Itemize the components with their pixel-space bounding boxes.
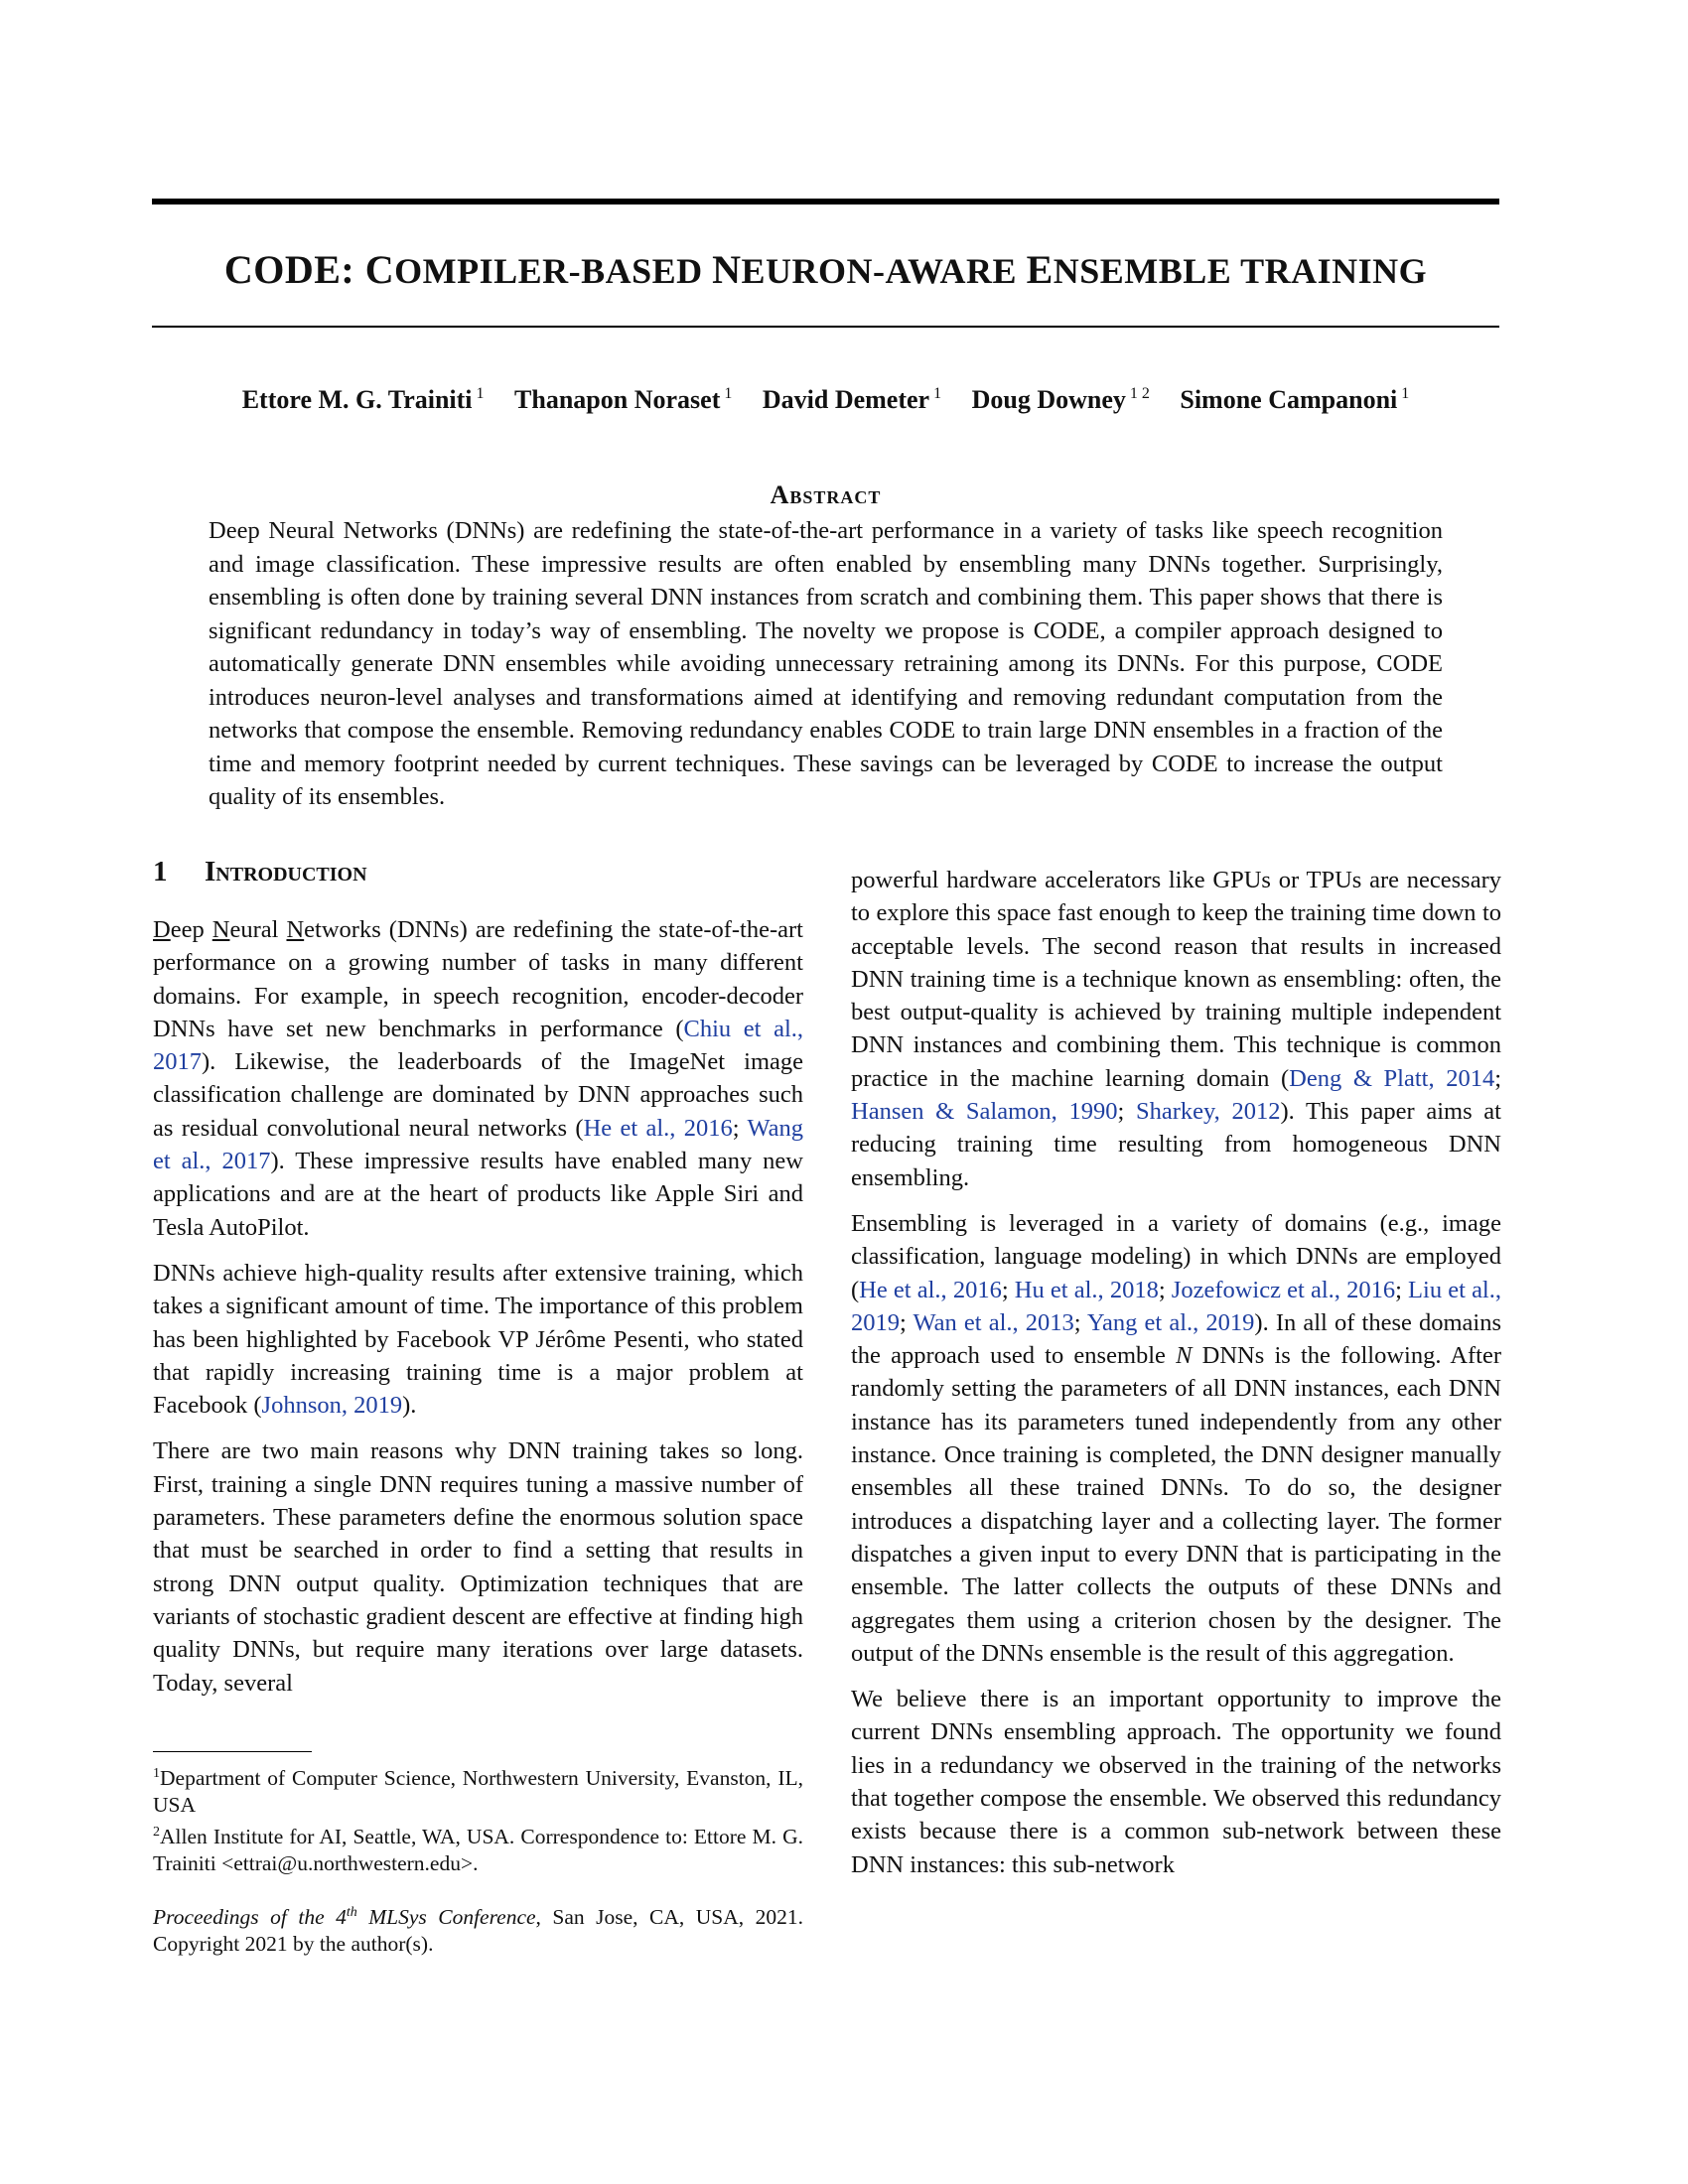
proceedings-note: Proceedings of the 4th MLSys Conference, San Jose, CA, USA, 2021. Copyright 2021 by the author(s). xyxy=(153,1905,803,1957)
intro-paragraph-2: DNNs achieve high-quality results after extensive training, which takes a significant amount of time. The importance of this problem has been highlighted by Facebook VP Jérôme Pesenti, who stated that rapidly increasing training time is a major problem at Facebook (Johnson, 2019). xyxy=(153,1259,803,1420)
citation-link[interactable]: Chiu et al., 2017 xyxy=(153,1015,804,1076)
citation-link[interactable]: He et al., 2016 xyxy=(859,1276,1002,1303)
footnotes xyxy=(153,1751,803,1958)
footnote-rule xyxy=(153,1751,312,1752)
citation-link[interactable]: Deng & Platt, 2014 xyxy=(1289,1064,1495,1092)
author: Ettore M. G. Trainiti $^1$ xyxy=(241,385,485,414)
citation-link[interactable]: Hansen & Salamon, 1990 xyxy=(851,1098,1118,1126)
citation-link[interactable]: Sharkey, 2012 xyxy=(1135,1098,1281,1126)
author: Thanapon Noraset $^1$ xyxy=(514,385,733,414)
footnote-2: $^2$Allen Institute for AI, Seattle, WA, USA. Correspondence to: Ettore M. G. Trainiti <ettrai@u.northwestern.edu>. xyxy=(153,1825,803,1876)
abstract-heading: Abstract xyxy=(770,480,882,509)
citation-link[interactable]: Yang et al., 2019 xyxy=(1086,1308,1255,1336)
intro-paragraph-1: Deep Neural Networks (DNNs) are redefining the state-of-the-art performance on a growing number of tasks in many different domains. For example, in speech recognition, encoder-decoder DNNs have set new benchmarks in performance (Chiu et al., 2017). Likewise, the leaderboards of the ImageNet image classification challenge are dominated by DNN approaches such as residual convolutional neural networks (He et al., 2016; Wang et al., 2017). These impressive results have enabled many new applications and are at the heart of products like Apple Siri and Tesla AutoPilot. xyxy=(153,916,804,1241)
intro-paragraph-3: There are two main reasons why DNN training takes so long. First, training a single DNN requires tuning a massive number of parameters. These parameters define the enormous solution space that must be searched in order to find a setting that results in strong DNN output quality. Optimization techniques that are variants of stochastic gradient descent are effective at finding high quality DNNs, but require many iterations over large datasets. Today, several xyxy=(153,1437,803,1697)
citation-link[interactable]: Wan et al., 2013 xyxy=(913,1308,1074,1336)
paper-title: CODE: COMPILER-BASED NEURON-AWARE ENSEMBLE TRAINING xyxy=(223,247,1428,292)
title-bottom-rule xyxy=(152,326,1499,328)
citation-link[interactable]: Wang et al., 2017 xyxy=(153,1114,803,1175)
citation-link[interactable]: Hu et al., 2018 xyxy=(1014,1276,1159,1303)
intro-paragraph-5: Ensembling is leveraged in a variety of domains (e.g., image classification, language modeling) in which DNNs are employed (He et al., 2016; Hu et al., 2018; Jozefowicz et al., 2016; Liu et al., 2019; Wan et al., 2013; Yang et al., 2019). In all of these domains the approach used to ensemble N DNNs is the following. After randomly setting the parameters of all DNN instances, each DNN instance has its parameters tuned independently from any other instance. Once training is completed, the DNN designer manually ensembles all these trained DNNs. To do so, the designer introduces a dispatching layer and a collecting layer. The former dispatches a given input to every DNN that is participating in the ensemble. The latter collects the outputs of these DNNs and aggregates them using a criterion chosen by the designer. The output of the DNNs ensemble is the result of this aggregation. xyxy=(851,1209,1502,1667)
citation-link[interactable]: Jozefowicz et al., 2016 xyxy=(1171,1276,1396,1303)
math-variable: N xyxy=(1176,1342,1193,1370)
left-column xyxy=(153,856,803,1712)
abstract-text: Deep Neural Networks (DNNs) are redefining the state-of-the-art performance in a variety of tasks like speech recognition and image classification. These impressive results are often enabled by ensembling many DNNs together. Surprisingly, ensembling is often done by training several DNN instances from scratch and combining them. This paper shows that there is significant redundancy in today’s way of ensembling. The novelty we propose is CODE, a compiler approach designed to automatically generate DNN ensembles while avoiding unnecessary retraining among its DNNs. For this purpose, CODE introduces neuron-level analyses and transformations aimed at identifying and removing redundant computation from the networks that compose the ensemble. Removing redundancy enables CODE to train large DNN ensembles in a fraction of the time and memory footprint needed by current techniques. These savings can be leveraged by CODE to increase the output quality of its ensembles. xyxy=(209,517,1443,810)
right-column xyxy=(851,864,1501,1894)
citation-link[interactable]: He et al., 2016 xyxy=(583,1114,733,1142)
section-heading: 1 Introduction xyxy=(153,856,367,887)
intro-paragraph-4: powerful hardware accelerators like GPUs or TPUs are necessary to explore this space fast enough to keep the training time down to acceptable levels. The second reason that results in increased DNN training time is a technique known as ensembling: often, the best output-quality is achieved by training multiple independent DNN instances and combining them. This technique is common practice in the machine learning domain (Deng & Platt, 2014; Hansen & Salamon, 1990; Sharkey, 2012). This paper aims at reducing training time resulting from homogeneous DNN ensembling. xyxy=(851,867,1502,1191)
author: Doug Downey $^{1 2}$ xyxy=(971,385,1150,414)
footnote-1: $^1$Department of Computer Science, Northwestern University, Evanston, IL, USA xyxy=(153,1766,803,1818)
intro-paragraph-6: We believe there is an important opportunity to improve the current DNNs ensembling approach. The opportunity we found lies in a redundancy we observed in the training of the networks that together compose the ensemble. We observed this redundancy exists because there is a common sub-network between these DNN instances: this sub-network xyxy=(851,1686,1501,1878)
title-top-rule xyxy=(152,199,1499,205)
author-list xyxy=(152,385,1499,415)
citation-link[interactable]: Liu et al., 2019 xyxy=(851,1276,1501,1336)
author: Simone Campanoni $^1$ xyxy=(1180,385,1410,414)
citation-link[interactable]: Johnson, 2019 xyxy=(261,1392,403,1420)
author: David Demeter $^1$ xyxy=(762,385,942,414)
